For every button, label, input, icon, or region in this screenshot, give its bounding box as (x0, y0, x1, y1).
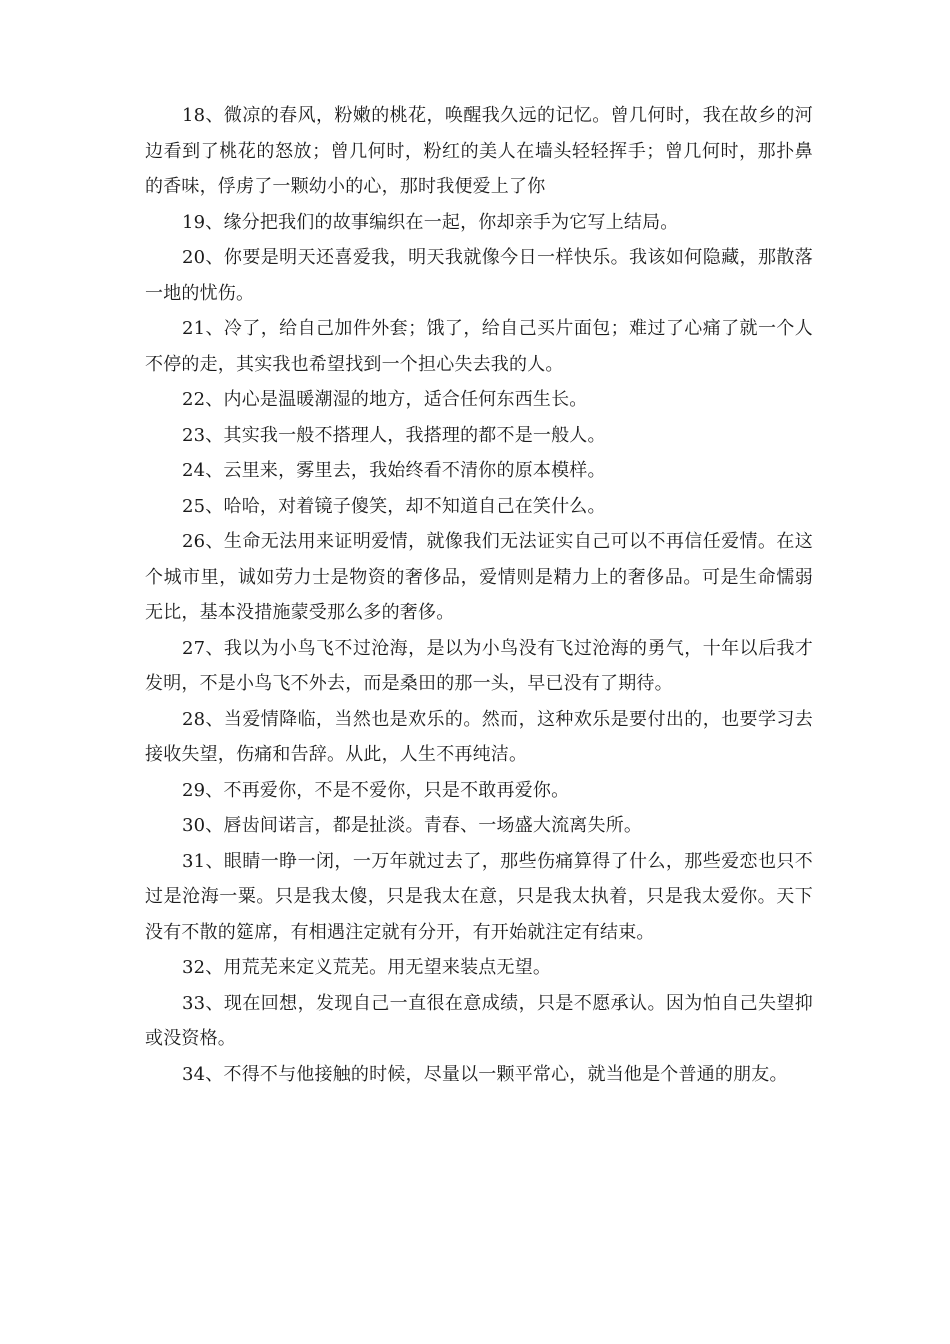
paragraph-31: 31、眼睛一睁一闭，一万年就过去了，那些伤痛算得了什么，那些爱恋也只不过是沧海一粟。只是我太傻，只是我太在意，只是我太执着，只是我太爱你。天下没有不散的筵席，有相遇注定就有分开，有开始就注定有结束。 (145, 850, 813, 943)
paragraph-32: 32、用荒芜来定义荒芜。用无望来装点无望。 (182, 957, 552, 978)
paragraph-19: 19、缘分把我们的故事编织在一起，你却亲手为它写上结局。 (182, 211, 679, 233)
paragraph-18: 18、微凉的春风，粉嫩的桃花，唤醒我久远的记忆。曾几何时，我在故乡的河边看到了桃花的怒放；曾几何时，粉红的美人在墙头轻轻挥手；曾几何时，那扑鼻的香味，俘虏了一颗幼小的心，那时我便爱上了你 (145, 105, 813, 197)
paragraph-34: 34、不得不与他接触的时候，尽量以一颗平常心，就当他是个普通的朋友。 (182, 1063, 788, 1085)
paragraph-20: 20、你要是明天还喜爱我，明天我就像今日一样快乐。我该如何隐藏，那散落一地的忧伤。 (145, 247, 813, 304)
paragraph-33: 33、现在回想，发现自己一直很在意成绩，只是不愿承认。因为怕自己失望抑或没资格。 (145, 992, 813, 1049)
paragraph-25: 25、哈哈，对着镜子傻笑，却不知道自己在笑什么。 (182, 495, 606, 517)
paragraph-23: 23、其实我一般不搭理人，我搭理的都不是一般人。 (182, 424, 606, 446)
paragraph-24: 24、云里来，雾里去，我始终看不清你的原本模样。 (182, 460, 606, 481)
paragraph-29: 29、不再爱你，不是不爱你，只是不敢再爱你。 (182, 779, 570, 801)
paragraph-22: 22、内心是温暖潮湿的地方，适合任何东西生长。 (182, 389, 588, 410)
paragraph-30: 30、唇齿间诺言，都是扯淡。青春、一场盛大流离失所。 (182, 815, 643, 836)
paragraph-28: 28、当爱情降临，当然也是欢乐的。然而，这种欢乐是要付出的，也要学习去接收失望，伤痛和告辞。从此，人生不再纯洁。 (145, 708, 813, 765)
paragraph-27: 27、我以为小鸟飞不过沧海，是以为小鸟没有飞过沧海的勇气，十年以后我才发明，不是小鸟飞不外去，而是桑田的那一头，早已没有了期待。 (145, 637, 813, 694)
paragraph-21: 21、冷了，给自己加件外套；饿了，给自己买片面包；难过了心痛了就一个人不停的走，其实我也希望找到一个担心失去我的人。 (145, 318, 813, 375)
document-body (145, 98, 813, 1092)
paragraph-26: 26、生命无法用来证明爱情，就像我们无法证实自己可以不再信任爱情。在这个城市里，诚如劳力士是物资的奢侈品，爱情则是精力上的奢侈品。可是生命懦弱无比，基本没措施蒙受那么多的奢侈。 (145, 531, 813, 623)
